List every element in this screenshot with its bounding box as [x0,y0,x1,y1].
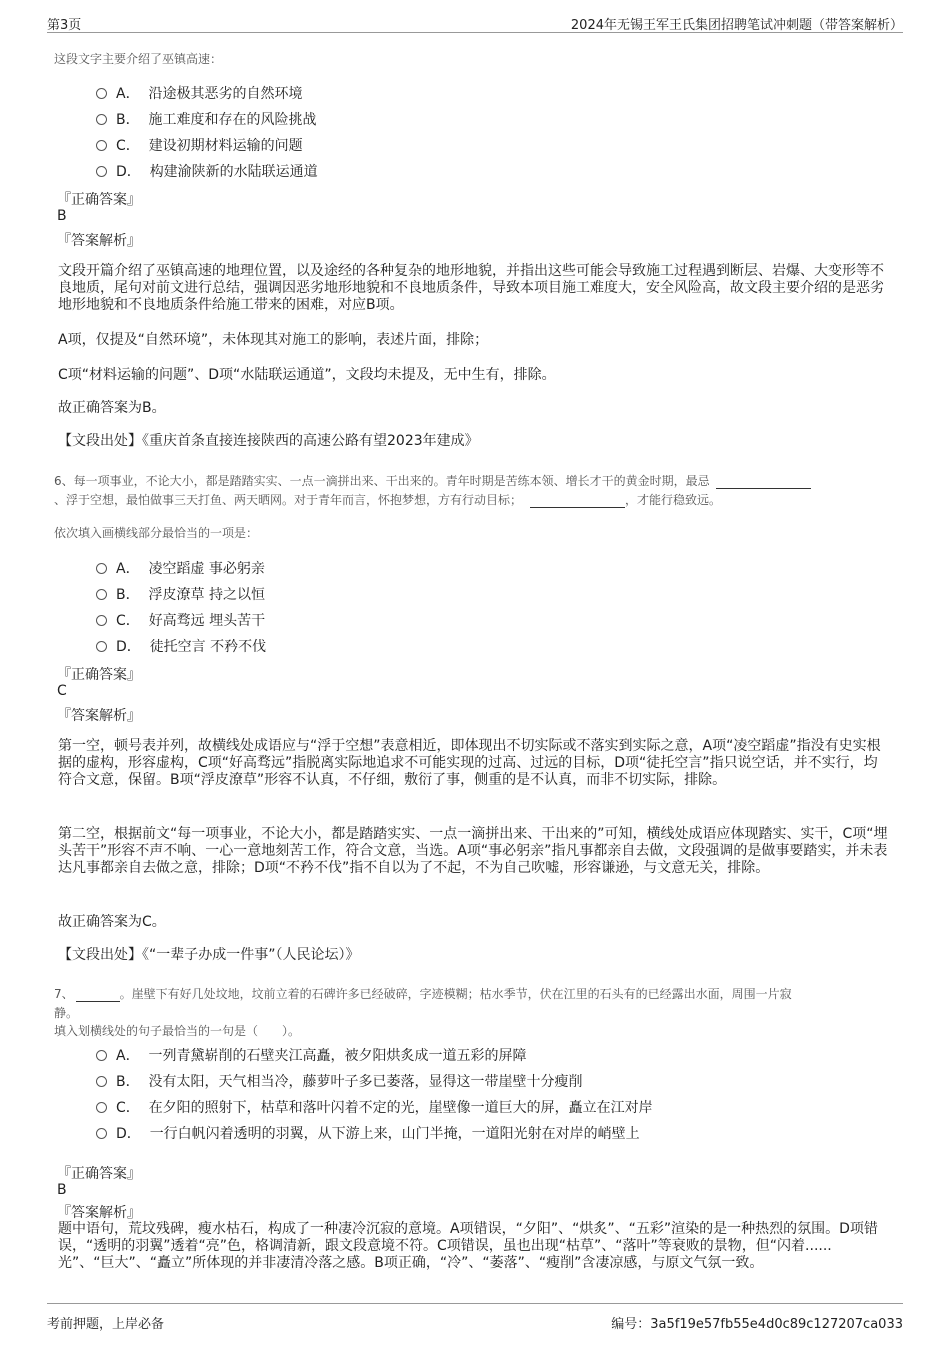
q6-stem-line2: 、浮于空想，最怕做事三天打鱼、两天晒网。对于青年而言，怀抱梦想，方有行动目标； ，才能行稳致远。 [54,493,722,507]
q7-instruction: 填入划横线处的句子最恰当的一句是（ ）。 [54,1024,301,1038]
q5-source: 【文段出处】《重庆首条直接连接陕西的高速公路有望2023年建成》 [58,433,479,449]
q5-analysis-p2: A项，仅提及“自然环境”，未体现其对施工的影响，表述片面，排除； [58,332,489,348]
document-title: 2024年无锡王军王氏集团招聘笔试冲刺题（带答案解析） [570,18,903,33]
radio-icon[interactable] [96,88,107,99]
q6-option-c[interactable]: C． 好高骛远 埋头苦干 [96,610,265,630]
q6-stem-line1: 6、每一项事业，不论大小，都是踏踏实实、一点一滴拼出来、干出来的。青年时期是苦练本领、增长才干的黄金时期，最忌 [54,472,811,489]
q6-analysis-p1: 第一空，顿号表并列，故横线处成语应与“浮于空想”表意相近，即体现出不切实际或不落实到实际之意，A项“凌空蹈虚”指没有史实根据的虚构，形容虚构，C项“好高骛远”指脱离实际地追求不可能实现的过高、过远的目标，D项“徒托空言”指只说空话，并不实行，均符合文意，保留。B项“浮皮潦草”形容不认真，不仔细，敷衍了事，侧重的是不认真，而非不切实际，排除。 [58,738,881,788]
radio-icon[interactable] [96,589,107,600]
q6-option-b[interactable]: B． 浮皮潦草 持之以恒 [96,584,265,604]
q5-option-d[interactable]: D． 构建渝陕新的水陆联运通道 [96,161,318,181]
q7-stem-line2: 静。 [54,1006,79,1020]
q5-stem: 这段文字主要介绍了巫镇高速： [54,52,223,66]
q7-analysis: 题中语句，荒坟残碑，瘦水枯石，构成了一种凄冷沉寂的意境。A项错误，“夕阳”、“烘炙”、“五彩”渲染的是一种热烈的氛围。D项错误，“透明的羽翼”透着“亮”色，格调清新，跟文段意境不符。C项错误，虽也出现“枯草”、“落叶”等衰败的景物，但“闪着......光”、“巨大”、“矗立”所体现的并非凄清冷落之感。B项正确，“冷”、“萎落”、“瘦削”含凄凉感，与原文气氛一致。 [58,1221,878,1271]
radio-icon[interactable] [96,615,107,626]
q6-instruction: 依次填入画横线部分最恰当的一项是： [54,526,259,540]
radio-icon[interactable] [96,1050,107,1061]
q6-source: 【文段出处】《“一辈子办成一件事”（人民论坛）》 [58,947,360,963]
q7-answer-label: 『正确答案』 [57,1166,141,1182]
q6-blank-2[interactable] [530,493,625,508]
q7-option-b[interactable]: B． 没有太阳，天气相当冷，藤萝叶子多已萎落，显得这一带崖壁十分瘦削 [96,1071,583,1091]
q6-answer-label: 『正确答案』 [57,667,141,683]
radio-icon[interactable] [96,563,107,574]
page-footer [47,1303,903,1344]
q6-blank-1[interactable] [716,474,811,489]
footer-slogan: 考前押题，上岸必备 [47,1317,165,1332]
radio-icon[interactable] [96,1076,107,1087]
q6-analysis-p3: 故正确答案为C。 [58,914,166,930]
radio-icon[interactable] [96,114,107,125]
q7-analysis-label: 『答案解析』 [57,1205,141,1221]
q5-analysis-p3: C项“材料运输的问题”、D项“水陆联运通道”，文段均未提及，无中生有，排除。 [58,367,556,383]
q5-option-a[interactable]: A． 沿途极其恶劣的自然环境 [96,83,302,103]
radio-icon[interactable] [96,140,107,151]
page-header [47,10,903,33]
footer-code: 编号：3a5f19e57fb55e4d0c89c127207ca033 [611,1317,903,1332]
q6-analysis-p2: 第二空，根据前文“每一项事业，不论大小，都是踏踏实实、一点一滴拼出来、干出来的”可知，横线处成语应体现踏实、实干，C项“埋头苦干”形容不声不响、一心一意地刻苦工作，符合文意，当选。A项“事必躬亲”指凡事都亲自去做，文段强调的是做事要踏实，并未表达凡事都亲自去做之意，排除；D项“不矜不伐”指不自以为了不起，不为自己吹嘘，形容谦逊，与文意无关，排除。 [58,826,888,876]
q7-option-a[interactable]: A． 一列青黛崭削的石壁夹江高矗，被夕阳烘炙成一道五彩的屏障 [96,1045,526,1065]
q6-analysis-label: 『答案解析』 [57,708,141,724]
q5-analysis-p1: 文段开篇介绍了巫镇高速的地理位置，以及途经的各种复杂的地形地貌，并指出这些可能会导致施工过程遇到断层、岩爆、大变形等不良地质，尾句对前文进行总结，强调因恶劣地形地貌和不良地质条件，导致本项目施工难度大，安全风险高，故文段主要介绍的是恶劣地形地貌和不良地质条件给施工带来的困难，对应B项。 [58,263,884,313]
page-number: 第3页 [47,18,82,33]
q5-answer-label: 『正确答案』 [57,192,141,208]
q5-answer: B [57,208,67,224]
radio-icon[interactable] [96,641,107,652]
q5-option-b[interactable]: B． 施工难度和存在的风险挑战 [96,109,317,129]
q7-blank[interactable] [76,987,120,1002]
q7-answer: B [57,1182,67,1198]
q6-option-a[interactable]: A． 凌空蹈虚 事必躬亲 [96,558,265,578]
q7-option-d[interactable]: D． 一行白帆闪着透明的羽翼，从下游上来，山门半掩，一道阳光射在对岸的峭壁上 [96,1123,640,1143]
q6-answer: C [57,683,67,699]
q5-analysis-label: 『答案解析』 [57,233,141,249]
radio-icon[interactable] [96,1128,107,1139]
q7-stem-line1: 7、 。崖壁下有好几处坟地，坟前立着的石碑许多已经破碎，字迹模糊；枯水季节，伏在江里的石头有的已经露出水面，周围一片寂 [54,987,792,1001]
q6-option-d[interactable]: D． 徒托空言 不矜不伐 [96,636,266,656]
q5-analysis-p4: 故正确答案为B。 [58,400,166,416]
q7-option-c[interactable]: C． 在夕阳的照射下，枯草和落叶闪着不定的光，崖壁像一道巨大的屏，矗立在江对岸 [96,1097,653,1117]
radio-icon[interactable] [96,1102,107,1113]
radio-icon[interactable] [96,166,107,177]
q5-option-c[interactable]: C． 建设初期材料运输的问题 [96,135,303,155]
